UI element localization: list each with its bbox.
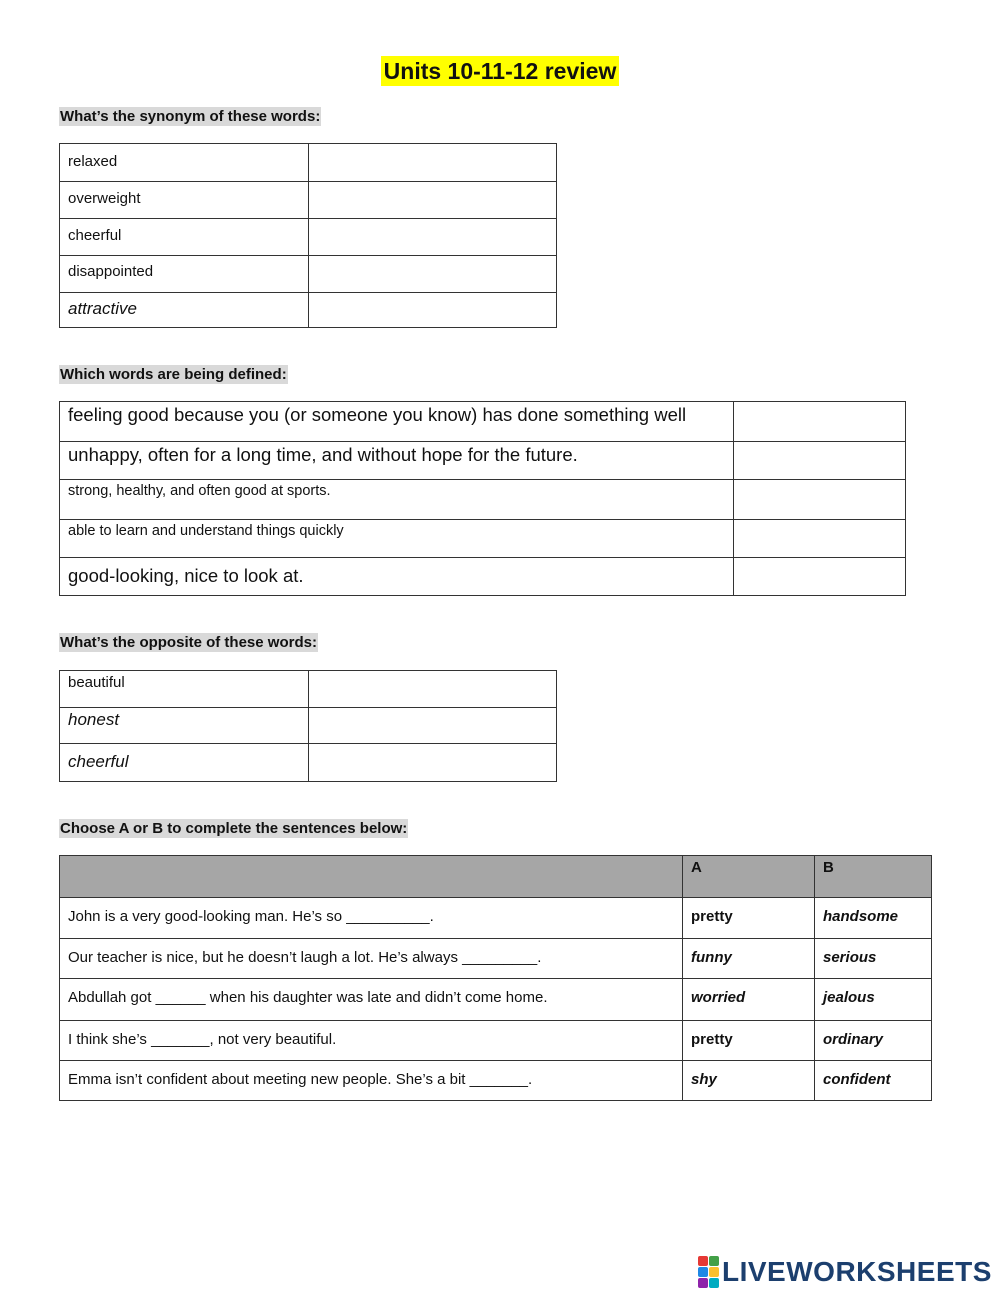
option-b[interactable]: handsome (815, 898, 932, 939)
definition-answer-cell[interactable] (734, 480, 906, 520)
table-row (60, 744, 557, 782)
definitions-table (59, 401, 906, 596)
table-row (60, 979, 932, 1021)
opposite-heading: What’s the opposite of these words: (60, 634, 317, 651)
opposite-word: beautiful (60, 671, 309, 708)
synonym-answer-cell[interactable] (309, 219, 557, 256)
definition-text: good-looking, nice to look at. (60, 558, 734, 596)
synonym-word: disappointed (60, 256, 309, 293)
sentence-cell: Our teacher is nice, but he doesn’t laugh a lot. He’s always _________. (60, 939, 683, 979)
choose-table (59, 855, 932, 1101)
definition-text: strong, healthy, and often good at sports. (60, 480, 734, 520)
synonym-word: cheerful (60, 219, 309, 256)
logo-blocks-icon (698, 1256, 719, 1288)
definition-answer-cell[interactable] (734, 442, 906, 480)
table-row (60, 898, 932, 939)
option-a[interactable]: pretty (683, 1021, 815, 1061)
option-a[interactable]: funny (683, 939, 815, 979)
synonym-word: relaxed (60, 144, 309, 182)
table-row (60, 671, 557, 708)
column-a-header: A (683, 856, 815, 898)
table-row (60, 256, 557, 293)
table-row (60, 520, 906, 558)
definition-text: feeling good because you (or someone you know) has done something well (60, 402, 734, 442)
table-row (60, 1061, 932, 1101)
definition-answer-cell[interactable] (734, 402, 906, 442)
opposite-table (59, 670, 557, 782)
table-row (60, 402, 906, 442)
synonym-answer-cell[interactable] (309, 182, 557, 219)
option-b[interactable]: confident (815, 1061, 932, 1101)
sentence-cell: I think she’s _______, not very beautiful. (60, 1021, 683, 1061)
worksheet-title: Units 10-11-12 review (0, 58, 1000, 85)
table-row (60, 182, 557, 219)
option-a[interactable]: worried (683, 979, 815, 1021)
opposite-answer-cell[interactable] (309, 671, 557, 708)
liveworksheets-logo (698, 1256, 992, 1288)
table-row (60, 708, 557, 744)
table-row (60, 558, 906, 596)
sentence-cell: John is a very good-looking man. He’s so __________. (60, 898, 683, 939)
opposite-word: honest (60, 708, 309, 744)
definition-answer-cell[interactable] (734, 520, 906, 558)
definitions-heading: Which words are being defined: (60, 366, 287, 383)
option-a[interactable]: pretty (683, 898, 815, 939)
synonym-table (59, 143, 557, 328)
table-header-row (60, 856, 932, 898)
table-row (60, 219, 557, 256)
logo-text: LIVEWORKSHEETS (722, 1256, 992, 1287)
synonym-heading: What’s the synonym of these words: (60, 108, 321, 125)
table-row (60, 480, 906, 520)
sentence-cell: Abdullah got ______ when his daughter was late and didn’t come home. (60, 979, 683, 1021)
option-a[interactable]: shy (683, 1061, 815, 1101)
option-b[interactable]: serious (815, 939, 932, 979)
option-b[interactable]: jealous (815, 979, 932, 1021)
opposite-answer-cell[interactable] (309, 744, 557, 782)
table-row (60, 144, 557, 182)
choose-heading: Choose A or B to complete the sentences below: (60, 820, 408, 837)
definition-text: unhappy, often for a long time, and without hope for the future. (60, 442, 734, 480)
opposite-word: cheerful (60, 744, 309, 782)
synonym-answer-cell[interactable] (309, 144, 557, 182)
column-b-header: B (815, 856, 932, 898)
synonym-word: overweight (60, 182, 309, 219)
sentence-cell: Emma isn’t confident about meeting new people. She’s a bit _______. (60, 1061, 683, 1101)
synonym-answer-cell[interactable] (309, 293, 557, 328)
option-b[interactable]: ordinary (815, 1021, 932, 1061)
synonym-word: attractive (60, 293, 309, 328)
sentence-header-cell (60, 856, 683, 898)
table-row (60, 1021, 932, 1061)
definition-text: able to learn and understand things quickly (60, 520, 734, 558)
table-row (60, 939, 932, 979)
table-row (60, 293, 557, 328)
table-row (60, 442, 906, 480)
definition-answer-cell[interactable] (734, 558, 906, 596)
opposite-answer-cell[interactable] (309, 708, 557, 744)
synonym-answer-cell[interactable] (309, 256, 557, 293)
